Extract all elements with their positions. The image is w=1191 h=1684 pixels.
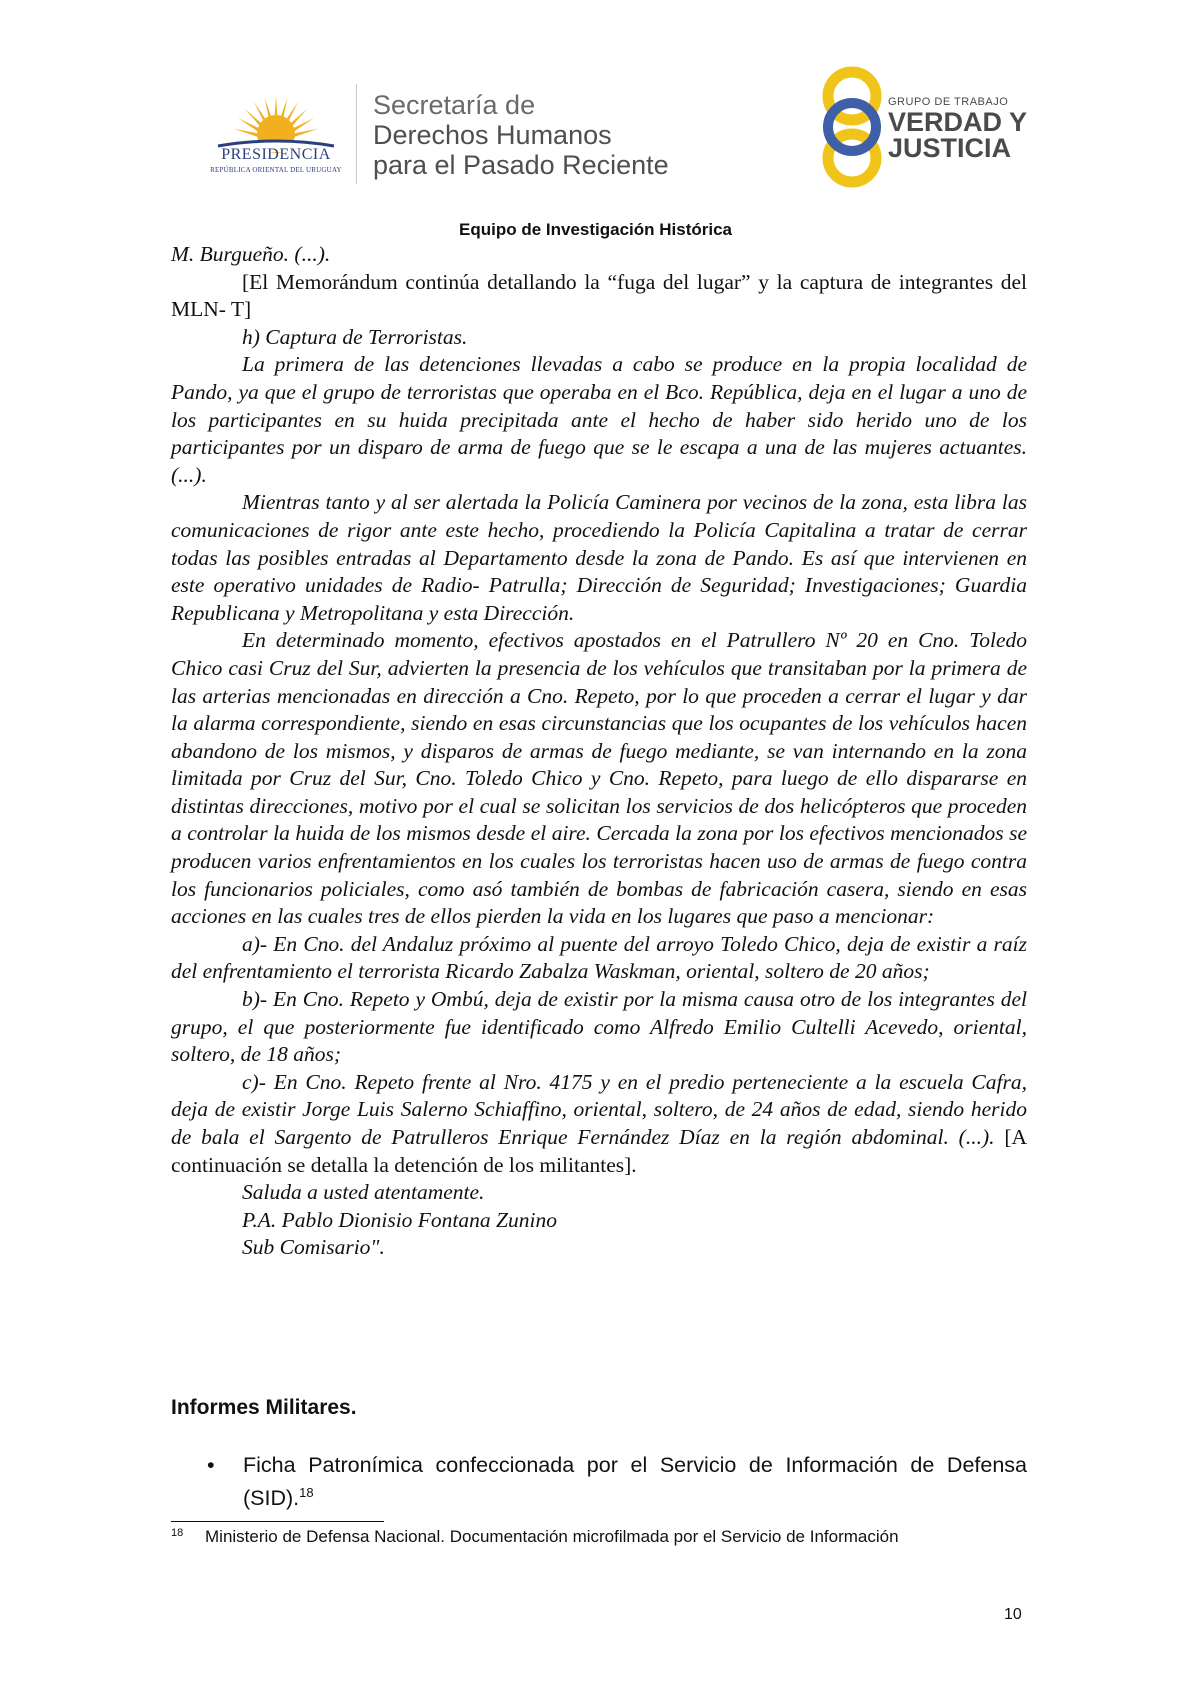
secretaria-line-1: Secretaría de: [373, 90, 536, 120]
informes-heading: Informes Militares.: [171, 1396, 357, 1419]
signature-title: Sub Comisario".: [242, 1235, 385, 1260]
list-item-text: [243, 1452, 1027, 1512]
page-number: 10: [1004, 1606, 1022, 1623]
paragraph: La primera de las detenciones llevadas a cabo se produce en la propia localidad de Pando, ya que el grupo de terroristas que operaba en el Bco. República, deja en el lugar a uno de los participantes en su huida precipitada ante el hecho de haber sido herido uno de los participantes por un disparo de arma de fuego que se le escapa a una de las mujeres actuantes. (...).: [171, 352, 1027, 487]
paragraph: a)- En Cno. del Andaluz próximo al puente del arroyo Toledo Chico, deja de existir a raíz del enfrentamiento el terrorista Ricardo Zabalza Waskman, oriental, soltero de 20 años;: [171, 931, 1027, 984]
bullet-icon: •: [207, 1453, 215, 1477]
vyj-verdad-label: VERDAD Y: [888, 107, 1028, 137]
closing-line: Saluda a usted atentamente.: [242, 1180, 485, 1205]
paragraph: En determinado momento, efectivos apostados en el Patrullero Nº 20 en Cno. Toledo Chico casi Cruz del Sur, advierten la presencia de los vehículos que transitaban por la primera de las arterias mencionadas en dirección a Cno. Repeto, por lo que proceden a cerrar el lugar y dar la alarma correspondiente, siendo en esas circunstancias que los ocupantes de los vehículos hacen abandono de los mismos, y disparos de armas de fuego mediante, se van internando en la zona limitada por Cruz del Sur, Cno. Toledo Chico y Cno. Repeto, para luego de ello dispararse en distintas direcciones, motivo por el cual se solicitan los servicios de dos helicópteros que proceden a controlar la huida de los mismos desde el aire. Cercada la zona por los efectivos mencionados se producen varios enfrentamientos en los cuales los terroristas hacen uso de armas de fuego contra los funcionarios policiales, como asó también de bombas de fabricación casera, siendo en esas acciones en las cuales tres de ellos pierden la vida en los lugares que paso a mencionar:: [171, 628, 1027, 929]
signature-name: P.A. Pablo Dionisio Fontana Zunino: [242, 1207, 557, 1232]
paragraph: [171, 1069, 1027, 1179]
document-body: [171, 241, 1027, 1262]
list-item-label: Ficha Patronímica confeccionada por el Servicio de Información de Defensa (SID).: [243, 1453, 1027, 1511]
verdad-justicia-text: [888, 96, 1028, 163]
vyj-grupo-label: GRUPO DE TRABAJO: [888, 96, 1009, 108]
footnote-text: Ministerio de Defensa Nacional. Documentación microfilmada por el Servicio de Información: [205, 1527, 899, 1546]
page-header: [0, 0, 1191, 210]
footnote-divider: [171, 1521, 384, 1522]
paragraph: b)- En Cno. Repeto y Ombú, deja de existir por la misma causa otro de los integrantes del grupo, el que posteriormente fue identificado como Alfredo Emilio Cultelli Acevedo, oriental, soltero, de 18 años;: [171, 987, 1027, 1067]
footnote-number: 18: [171, 1527, 184, 1539]
paragraph: [El Memorándum continúa detallando la “fuga del lugar” y la captura de integrantes del MLN- T]: [171, 269, 1027, 322]
presidencia-subtitle: REPÚBLICA ORIENTAL DEL URUGUAY: [210, 166, 342, 174]
paragraph-italic-part: c)- En Cno. Repeto frente al Nro. 4175 y en el predio perteneciente a la escuela Cafra, deja de existir Jorge Luis Salerno Schiaffino, oriental, soltero, de 24 años de edad, siendo herido de bala el Sargento de Patrulleros Enrique Fernández Díaz en la región abdominal. (...).: [171, 1069, 1027, 1149]
presidencia-label: PRESIDENCIA: [221, 146, 331, 163]
header-divider: [356, 84, 357, 184]
secretaria-line-2: Derechos Humanos: [373, 120, 612, 150]
paragraph: h) Captura de Terroristas.: [242, 324, 468, 349]
verdad-justicia-rings-logo: [808, 62, 898, 192]
secretaria-line-3: para el Pasado Reciente: [373, 150, 669, 180]
paragraph: Mientras tanto y al ser alertada la Policía Caminera por vecinos de la zona, esta libra las comunicaciones de rigor ante este hecho, procediendo la Policía Capitalina a tratar de cerrar todas las posibles entradas al Departamento desde la zona de Pando. Es así que intervienen en este operativo unidades de Radio- Patrulla; Dirección de Seguridad; Investigaciones; Guardia Republicana y Metropolitana y esta Dirección.: [171, 490, 1027, 625]
footnote-ref[interactable]: 18: [299, 1485, 314, 1500]
list-item: [207, 1452, 1027, 1512]
paragraph-editor-note: [A continuación se detalla la detención de los militantes].: [171, 1125, 1028, 1177]
vyj-justicia-label: JUSTICIA: [888, 133, 1012, 163]
section-header: Equipo de Investigación Histórica: [459, 220, 732, 239]
secretaria-title: [373, 90, 669, 180]
paragraph: M. Burgueño. (...).: [171, 242, 331, 266]
